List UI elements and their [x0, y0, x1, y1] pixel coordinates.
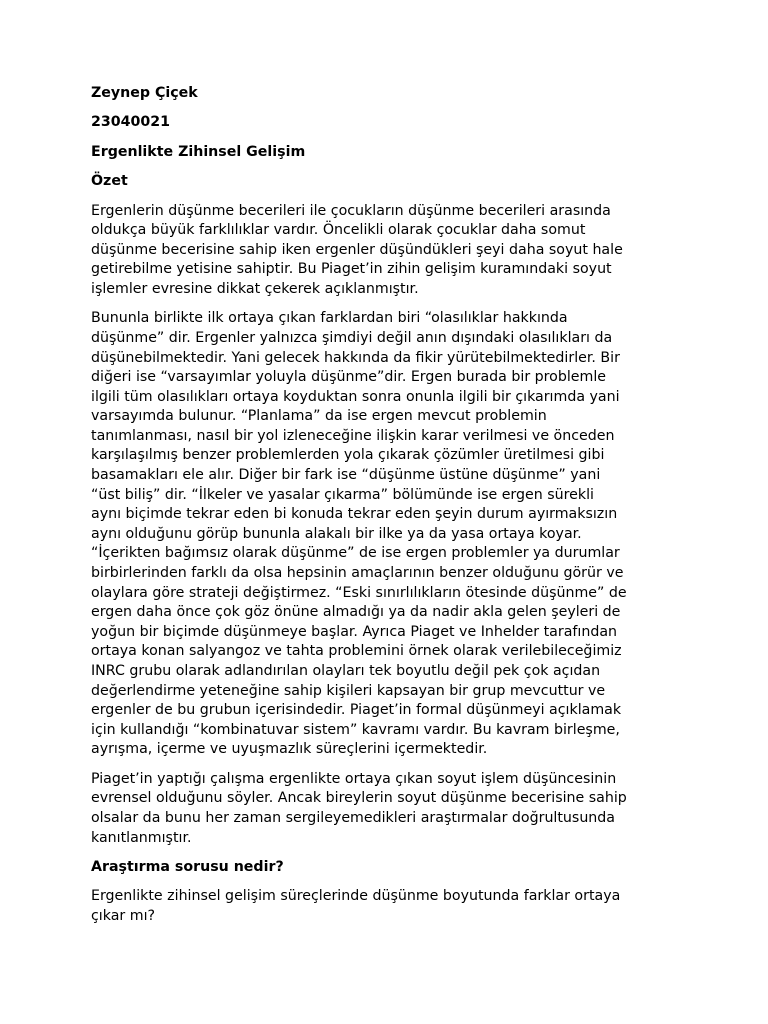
- summary-paragraph-3: Piaget’in yaptığı çalışma ergenlikte ortaya çıkan soyut işlem düşüncesinin evrensel olduğunu söyler. Ancak bireylerin soyut düşünme becerisine sahip olsalar da bunu her zaman sergileyemedikleri araştırmalar doğrultusunda kanıtlanmıştır.: [91, 770, 627, 846]
- research-question-heading: Araştırma sorusu nedir?: [91, 858, 284, 875]
- document-title: Ergenlikte Zihinsel Gelişim: [91, 143, 306, 160]
- summary-paragraph-2: Bununla birlikte ilk ortaya çıkan farklardan biri “olasılıklar hakkında düşünme” dir. Ergenler yalnızca şimdiyi değil anın dışındaki olasılıkları da düşünebilmektedir. Yani gelecek hakkında da fikir yürütebilmektedirler. Bir diğeri ise “varsayımlar yoluyla düşünme”dir. Ergen burada bir problemle ilgili tüm olasılıkları ortaya koyduktan sonra onunla ilgili bir çıkarımda yani varsayımda bulunur. “Planlama” da ise ergen mevcut problemin tanımlanması, nasıl bir yol izleneceğine ilişkin karar verilmesi ve önceden karşılaşılmış benzer problemlerden yola çıkarak çözümler üretilmesi gibi basamakları ele alır. Diğer bir fark ise “düşünme üstüne düşünme” yani “üst biliş” dir. “İlkeler ve yasalar çıkarma” bölümünde ise ergen sürekli aynı biçimde tekrar eden bi konuda tekrar eden şeyin durum ayırmaksızın aynı olduğunu görüp bununla alakalı bir ilke ya da yasa ortaya koyar. “İçerikten bağımsız olarak düşünme” de ise ergen problemler ya durumlar birbirlerinden farklı da olsa hepsinin amaçlarının benzer olduğunu görür ve olaylara göre strateji değiştirmez. “Eski sınırlılıkların ötesinde düşünme” de ergen daha önce çok göz önüne almadığı ya da nadir akla gelen şeyleri de yoğun bir biçimde düşünmeye başlar. Ayrıca Piaget ve Inhelder tarafından ortaya konan salyangoz ve tahta problemini örnek olarak verilebileceğimiz INRC grubu olarak adlandırılan olayları tek boyutlu değil pek çok açıdan değerlendirme yeteneğine sahip kişileri kapsayan bir grup mevcuttur ve ergenler de bu grubun içerisindedir. Piaget’in formal düşünmeyi açıklamak için kullandığı “kombinatuvar sistem” kavramı vardır. Bu kavram birleşme, ayrışma, içerme ve uyuşmazlık süreçlerini içermektedir.: [91, 310, 627, 758]
- author-name: Zeynep Çiçek: [91, 85, 198, 101]
- student-id: 23040021: [91, 114, 170, 131]
- summary-heading: Özet: [91, 173, 128, 190]
- research-question-text: Ergenlikte zihinsel gelişim süreçlerinde düşünme boyutunda farklar ortaya çıkar mı?: [91, 888, 621, 924]
- summary-paragraph-1: Ergenlerin düşünme becerileri ile çocukların düşünme becerileri arasında oldukça büyük farklılıklar vardır. Öncelikli olarak çocuklar daha somut düşünme becerisine sahip iken ergenler düşündükleri şeyi daha soyut hale getirebilme yetisine sahiptir. Bu Piaget’in zihin gelişim kuramındaki soyut işlemler evresine dikkat çekerek açıklanmıştır.: [91, 202, 623, 297]
